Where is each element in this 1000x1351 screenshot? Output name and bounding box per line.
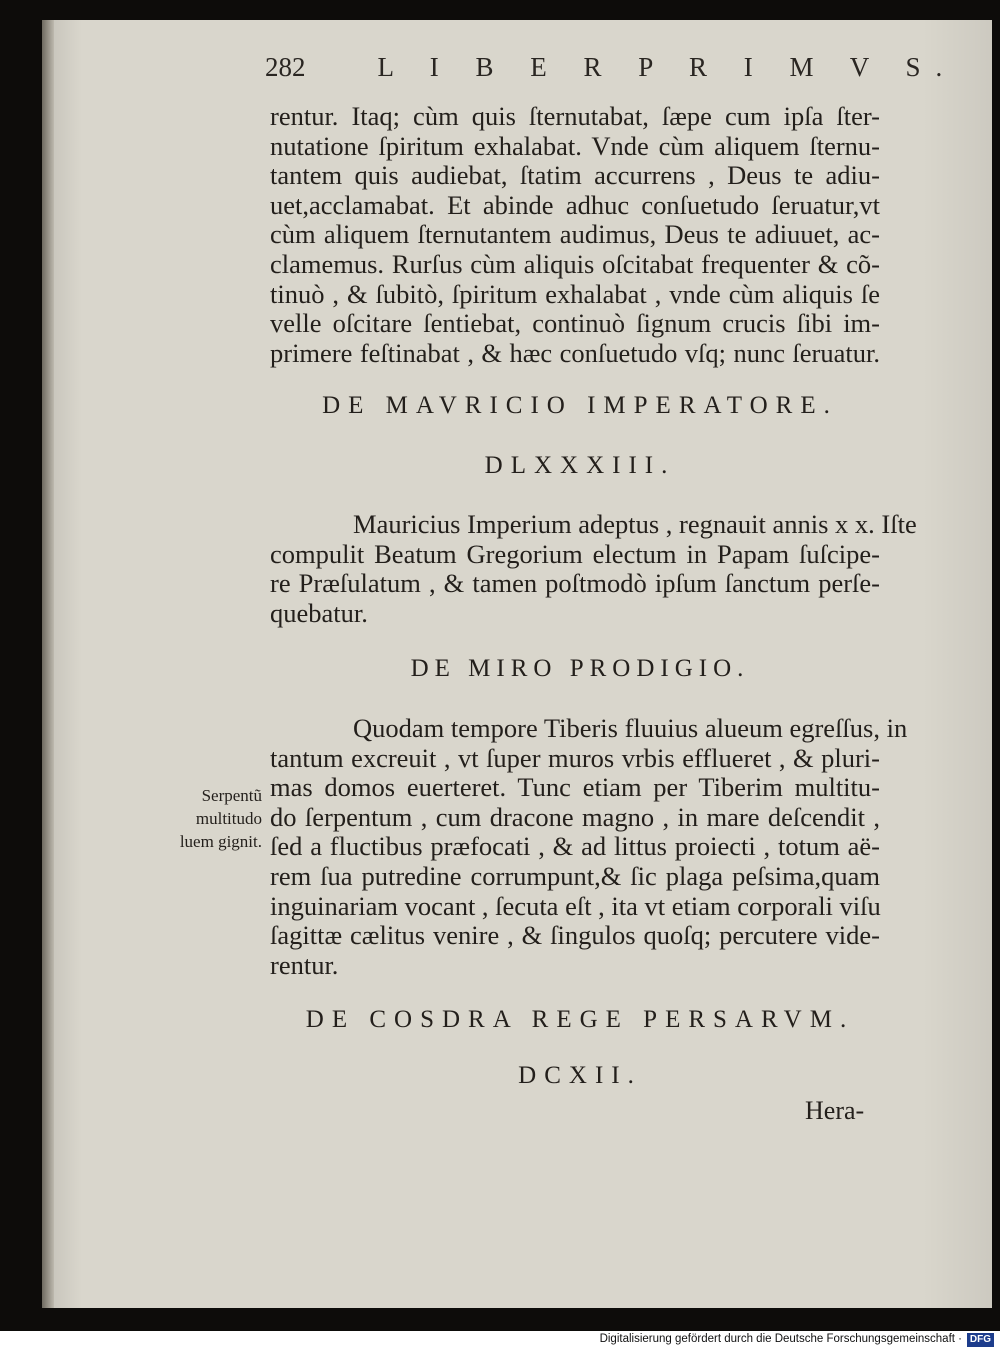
catchword: Hera-: [805, 1096, 865, 1125]
page-gutter: [42, 20, 54, 1308]
section-numeral-dlxxxiii: DLXXXIII.: [484, 452, 676, 479]
text-line: re Præſulatum , & tamen poſtmodò ipſum ſanctum perſe-: [270, 568, 880, 599]
text-line: clamemus. Rurſus cùm aliquis oſcitabat frequenter & cõ-: [270, 248, 880, 279]
marginal-note: [152, 784, 262, 853]
text-line: quebatur.: [270, 597, 368, 628]
text-line: rentur.: [270, 949, 339, 980]
text-line: nutatione ſpiritum exhalabat. Vnde cùm aliquem ſternu-: [270, 130, 880, 161]
text-line: ſagittæ cælitus venire , & ſingulos quoſq; percutere vide-: [270, 920, 880, 951]
text-line: ſed a fluctibus præfocati , & ad littus proiecti , totum aë-: [270, 831, 880, 862]
text-line: compulit Beatum Gregorium electum in Papam ſuſcipe-: [270, 538, 880, 569]
text-line: do ſerpentum , cum dracone magno , in mare deſcendit ,: [270, 801, 880, 832]
text-line: primere feſtinabat , & hæc conſuetudo vſq; nunc ſeruatur.: [270, 337, 880, 368]
text-line: Quodam tempore Tiberis fluuius alueum egreſſus, in: [353, 713, 908, 743]
text-line: rem ſua putredine corrumpunt,& ſic plaga peſsima,quam: [270, 860, 880, 891]
text-line: tantem quis audiebat, ſtatim accurrens , Deus te adiu-: [270, 160, 880, 191]
text-block-1: [270, 102, 880, 368]
marginal-line: luem gignit.: [179, 832, 262, 851]
text-line: cùm aliquem ſternutantem audimus, Deus te adiuuet, ac-: [270, 219, 880, 250]
running-title: L I B E R P R I M V S.: [377, 52, 958, 82]
marginal-line: Serpentũ: [201, 786, 262, 805]
text-line: tantum excreuit , vt ſuper muros vrbis efflueret , & pluri-: [270, 742, 880, 773]
text-line: velle oſcitare ſentiebat, continuò ſignum crucis ſibi im-: [270, 308, 880, 339]
marginal-line: multitudo: [195, 809, 262, 828]
text-line: Mauricius Imperium adeptus , regnauit annis x x. Iſte: [353, 509, 917, 539]
footer-credit[interactable]: Digitalisierung gefördert durch die Deutsche Forschungsgemeinschaft ·: [599, 1333, 962, 1345]
text-line: rentur. Itaq; cùm quis ſternutabat, ſæpe cum ipſa ſter-: [270, 101, 880, 131]
text-line: uet,acclamabat. Et abinde adhuc conſuetudo ſeruatur,vt: [270, 189, 880, 220]
section-heading-cosdra: DE COSDRA REGE PERSARVM.: [305, 1006, 855, 1033]
text-block-3: [270, 713, 908, 980]
section-numeral-dcxii: DCXII.: [518, 1062, 642, 1089]
text-block-2: [270, 509, 917, 628]
dfg-logo[interactable]: DFG: [967, 1333, 994, 1347]
text-line: tinuò , & ſubitò, ſpiritum exhalabat , vnde cùm aliquis ſe: [270, 278, 880, 309]
section-heading-prodigio: DE MIRO PRODIGIO.: [410, 655, 750, 682]
section-heading-mauricio: DE MAVRICIO IMPERATORE.: [322, 392, 838, 419]
text-line: mas domos euerteret. Tunc etiam per Tiberim multitu-: [270, 772, 880, 803]
running-head: [265, 52, 958, 83]
text-line: inguinariam vocant , ſecuta eſt , ita vt etiam corporali viſu: [270, 890, 881, 921]
page-number: 282: [265, 52, 306, 82]
